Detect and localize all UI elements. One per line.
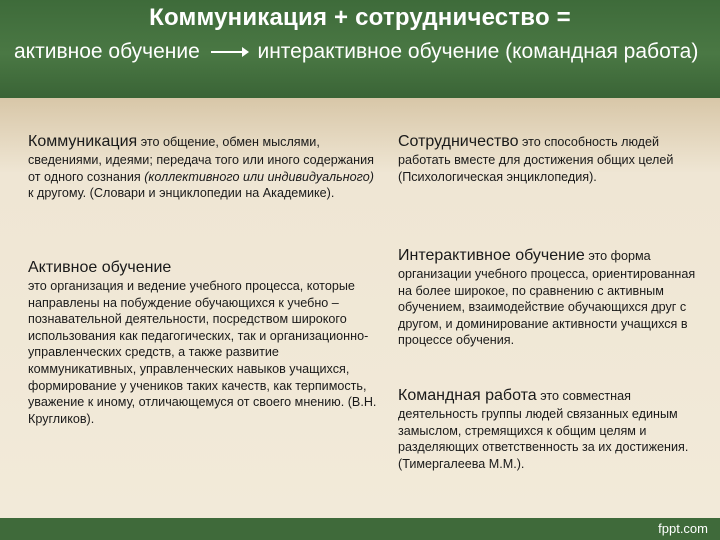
slide-subtitle [14, 40, 698, 64]
footer-bar [0, 518, 720, 540]
definition-interactive-learning [398, 246, 703, 349]
communication-lead: это общение, обмен мыслями, [140, 135, 320, 149]
interactive-learning-text: форма организации учебного процесса, ориентированная на более широкое, по сравнению с активным обучением, взаимодействие обучающихся друг с другом, и доминирование активности учащихся в процессе обучения. [398, 249, 696, 348]
term-active-learning: Активное обучение [28, 259, 172, 276]
term-teamwork: Командная работа [398, 387, 537, 404]
communication-text-1: сведениями, идеями; передача того или иного содержания от одного сознания [28, 153, 374, 184]
term-interactive-learning: Интерактивное обучение [398, 247, 585, 264]
header-banner [0, 0, 720, 98]
cooperation-lead: это способность [522, 135, 618, 149]
term-cooperation: Сотрудничество [398, 133, 519, 150]
footer-brand: fppt.com [658, 521, 708, 536]
interactive-learning-lead: это [588, 249, 608, 263]
communication-text-2: к другому. (Словари и энциклопедии на Академике). [28, 186, 335, 201]
term-communication: Коммуникация [28, 133, 138, 150]
teamwork-text: деятельность группы людей связанных единым замыслом, стремящихся к общим целям и разделяющих ответственность за их достижения. (Тимергалеева М.М.). [398, 407, 689, 471]
definition-teamwork [398, 386, 698, 472]
subtitle-active-learning: активное обучение [14, 40, 200, 63]
active-learning-text: это организация и ведение учебного процесса, которые направлены на побуждение обучающихся к учебно – познавательной деятельности, посредством широкого использования как педагогических, так и организационно-управленческих средств, а также развитие коммуникативных, управленческих навыков учащихся, формирование у учеников таких качеств, как терпимость, уважение к иному, отличающемуся от своего мнению. (В.Н. Кругликов). [28, 279, 377, 426]
definition-communication [28, 132, 378, 202]
definition-cooperation [398, 132, 698, 185]
subtitle-interactive-learning: интерактивное обучение (командная работа) [257, 40, 699, 63]
definition-active-learning [28, 258, 378, 427]
slide-title: Коммуникация + сотрудничество = [149, 4, 571, 31]
cooperation-text: людей работать вместе для достижения общих целей (Психологическая энциклопедия). [398, 135, 674, 184]
teamwork-lead: это совместная [540, 389, 631, 403]
communication-italic: (коллективного или индивидуального) [144, 169, 374, 184]
arrow-right-icon [210, 46, 250, 58]
